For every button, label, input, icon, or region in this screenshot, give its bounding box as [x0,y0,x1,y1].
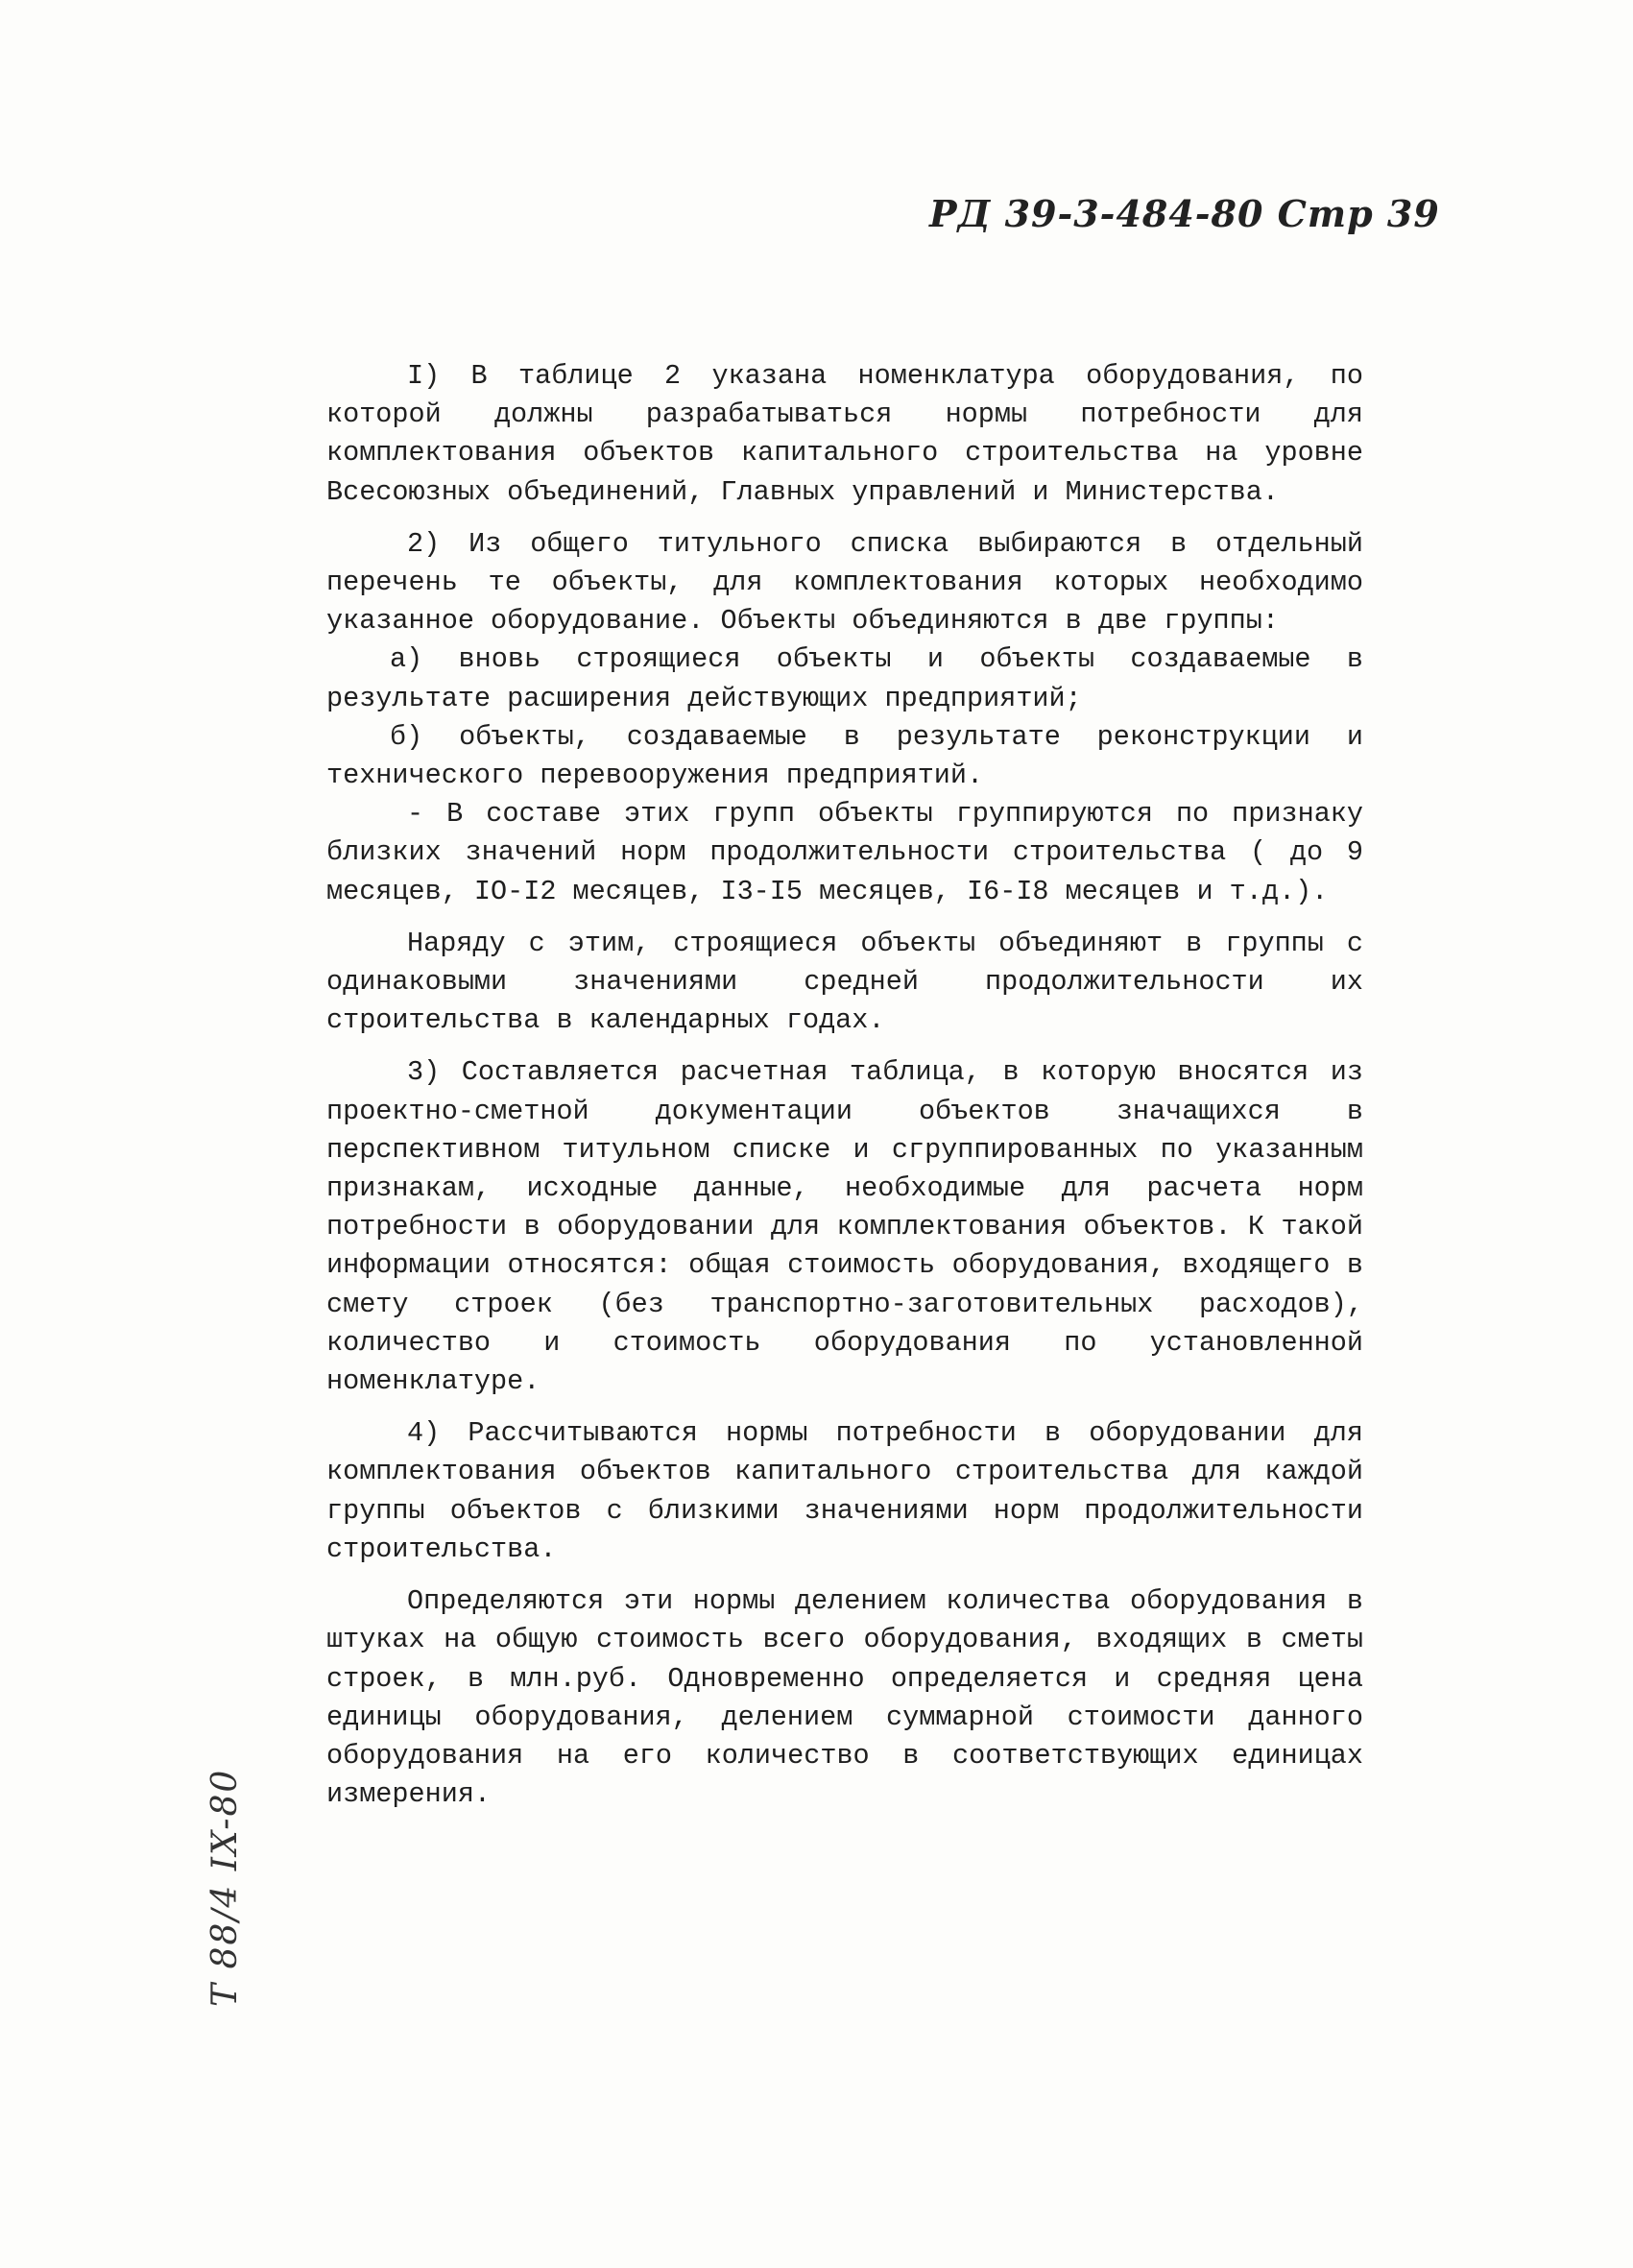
document-code-header: РД 39-3-484-80 Стр 39 [929,192,1440,235]
document-body [326,357,1363,1814]
margin-stamp-text: Т 88/4 IX-80 [205,1768,245,2007]
margin-stamp [205,1757,263,2007]
paragraph-3: 3) Составляется расчетная таблица, в которую вносятся из проектно-сметной документации объектов значащихся в перспективном титульном списке и сгруппированных по указанным признакам, исходные данные, необходимые для расчета норм потребности в оборудовании для комплектования объектов. К такой информации относятся: общая стоимость оборудования, входящего в смету строек (без транспортно-заготовительных расходов), количество и стоимость оборудования по установленной номенклатуре. [326,1056,1363,1398]
list-item-a: а) вновь строящиеся объекты и объекты создаваемые в результате расширения действующих предприятий; [326,643,1363,714]
list-item-b: б) объекты, создаваемые в результате реконструкции и технического перевооружения предприятий. [326,720,1363,792]
paragraph-grouping: - В составе этих групп объекты группируются по признаку близких значений норм продолжительности строительства ( до 9 месяцев, IO-I2 месяцев, I3-I5 месяцев, I6-I8 месяцев и т.д.). [326,798,1363,907]
paragraph-2: 2) Из общего титульного списка выбираются в отдельный перечень те объекты, для комплектования которых необходимо указанное оборудование. Объекты объединяются в две группы: [326,527,1363,638]
paragraph-1: I) В таблице 2 указана номенклатура оборудования, по которой должны разрабатываться нормы потребности для комплектования объектов капитального строительства на уровне Всесоюзных объединений, Главных управлений и Министерства. [326,360,1363,508]
paragraph-4: 4) Рассчитываются нормы потребности в оборудовании для комплектования объектов капитального строительства для каждой группы объектов с близкими значениями норм продолжительности строительства. [326,1417,1363,1565]
paragraph-additional: Наряду с этим, строящиеся объекты объединяют в группы с одинаковыми значениями средней продолжительности их строительства в календарных годах. [326,927,1363,1037]
paragraph-definition: Определяются эти нормы делением количества оборудования в штуках на общую стоимость всего оборудования, входящих в сметы строек, в млн.руб. Одновременно определяется и средняя цена единицы оборудования, делением суммарной стоимости данного оборудования на его количество в соответствующих единицах измерения. [326,1585,1363,1811]
